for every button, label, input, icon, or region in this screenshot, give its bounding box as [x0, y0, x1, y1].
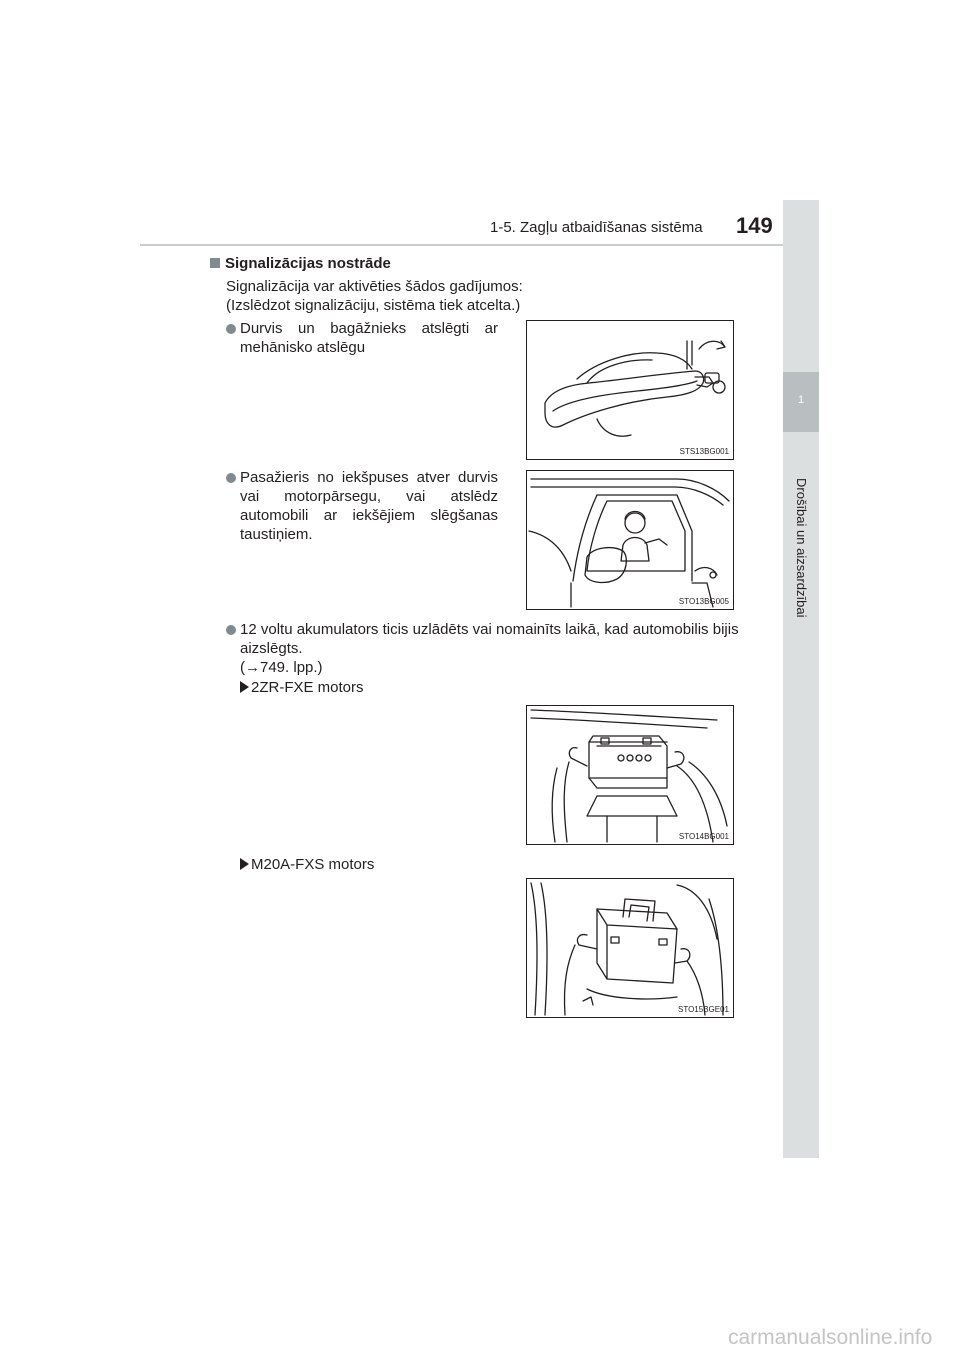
- figure-code: STO14BG001: [678, 832, 729, 841]
- bullet-dot-icon: [226, 324, 236, 334]
- triangle-arrow-icon: [240, 681, 249, 693]
- bullet-text-battery-line2: aizslēgts.: [240, 640, 303, 657]
- header-divider: [140, 244, 818, 246]
- triangle-arrow-icon: [240, 858, 249, 870]
- figure-code: STS13BG001: [679, 447, 729, 456]
- header-title: 1-5. Zagļu atbaidīšanas sistēma: [490, 219, 703, 236]
- ref-open: (: [240, 659, 245, 676]
- bullet-dot-icon: [226, 473, 236, 483]
- square-bullet-icon: [210, 258, 220, 268]
- sub-item-2zr-fxe: 2ZR-FXE motors: [251, 679, 364, 696]
- chapter-label: Drošībai un aizsardzībai: [794, 478, 809, 618]
- ref-page: 749. lpp.): [260, 659, 323, 676]
- chapter-number: 1: [797, 394, 805, 406]
- bullet-text-door-trunk: Durvis un bagāžnieks atslēgti ar mehānisko atslēgu: [240, 320, 498, 356]
- sub-item-m20a-fxs: M20A-FXS motors: [251, 856, 375, 873]
- figure-battery-removal: [526, 705, 734, 845]
- passenger-door-icon: [527, 471, 733, 609]
- page-number: 149: [736, 213, 773, 238]
- door-handle-key-icon: [527, 321, 733, 459]
- figure-code: STO15BGE01: [678, 1005, 729, 1014]
- intro-line-1: Signalizācija var aktivēties šādos gadījumos:: [226, 278, 523, 295]
- page-reference: [240, 658, 323, 677]
- section-title: Signalizācijas nostrāde: [225, 255, 391, 272]
- bullet-dot-icon: [226, 625, 236, 635]
- side-chapter-tab: [783, 200, 819, 1158]
- figure-code: STO13BG005: [678, 597, 729, 606]
- bullet-text-battery-line1: 12 voltu akumulators ticis uzlādēts vai nomainīts laikā, kad automobilis bijis: [240, 621, 739, 638]
- arrow-right-icon: →: [245, 659, 260, 676]
- figure-battery-install: [526, 878, 734, 1018]
- watermark: carmanualsonline.info: [728, 1326, 933, 1349]
- intro-line-2: (Izslēdzot signalizāciju, sistēma tiek atcelta.): [226, 297, 521, 314]
- battery-removal-icon: [527, 706, 733, 844]
- figure-passenger-door: [526, 470, 734, 610]
- battery-install-icon: [527, 879, 733, 1017]
- figure-door-handle: [526, 320, 734, 460]
- bullet-text-passenger: Pasažieris no iekšpuses atver durvis vai motorpārsegu, vai atslēdz automobili ar iekšējiem slēgšanas taustiņiem.: [240, 469, 498, 543]
- section-heading: [210, 255, 391, 272]
